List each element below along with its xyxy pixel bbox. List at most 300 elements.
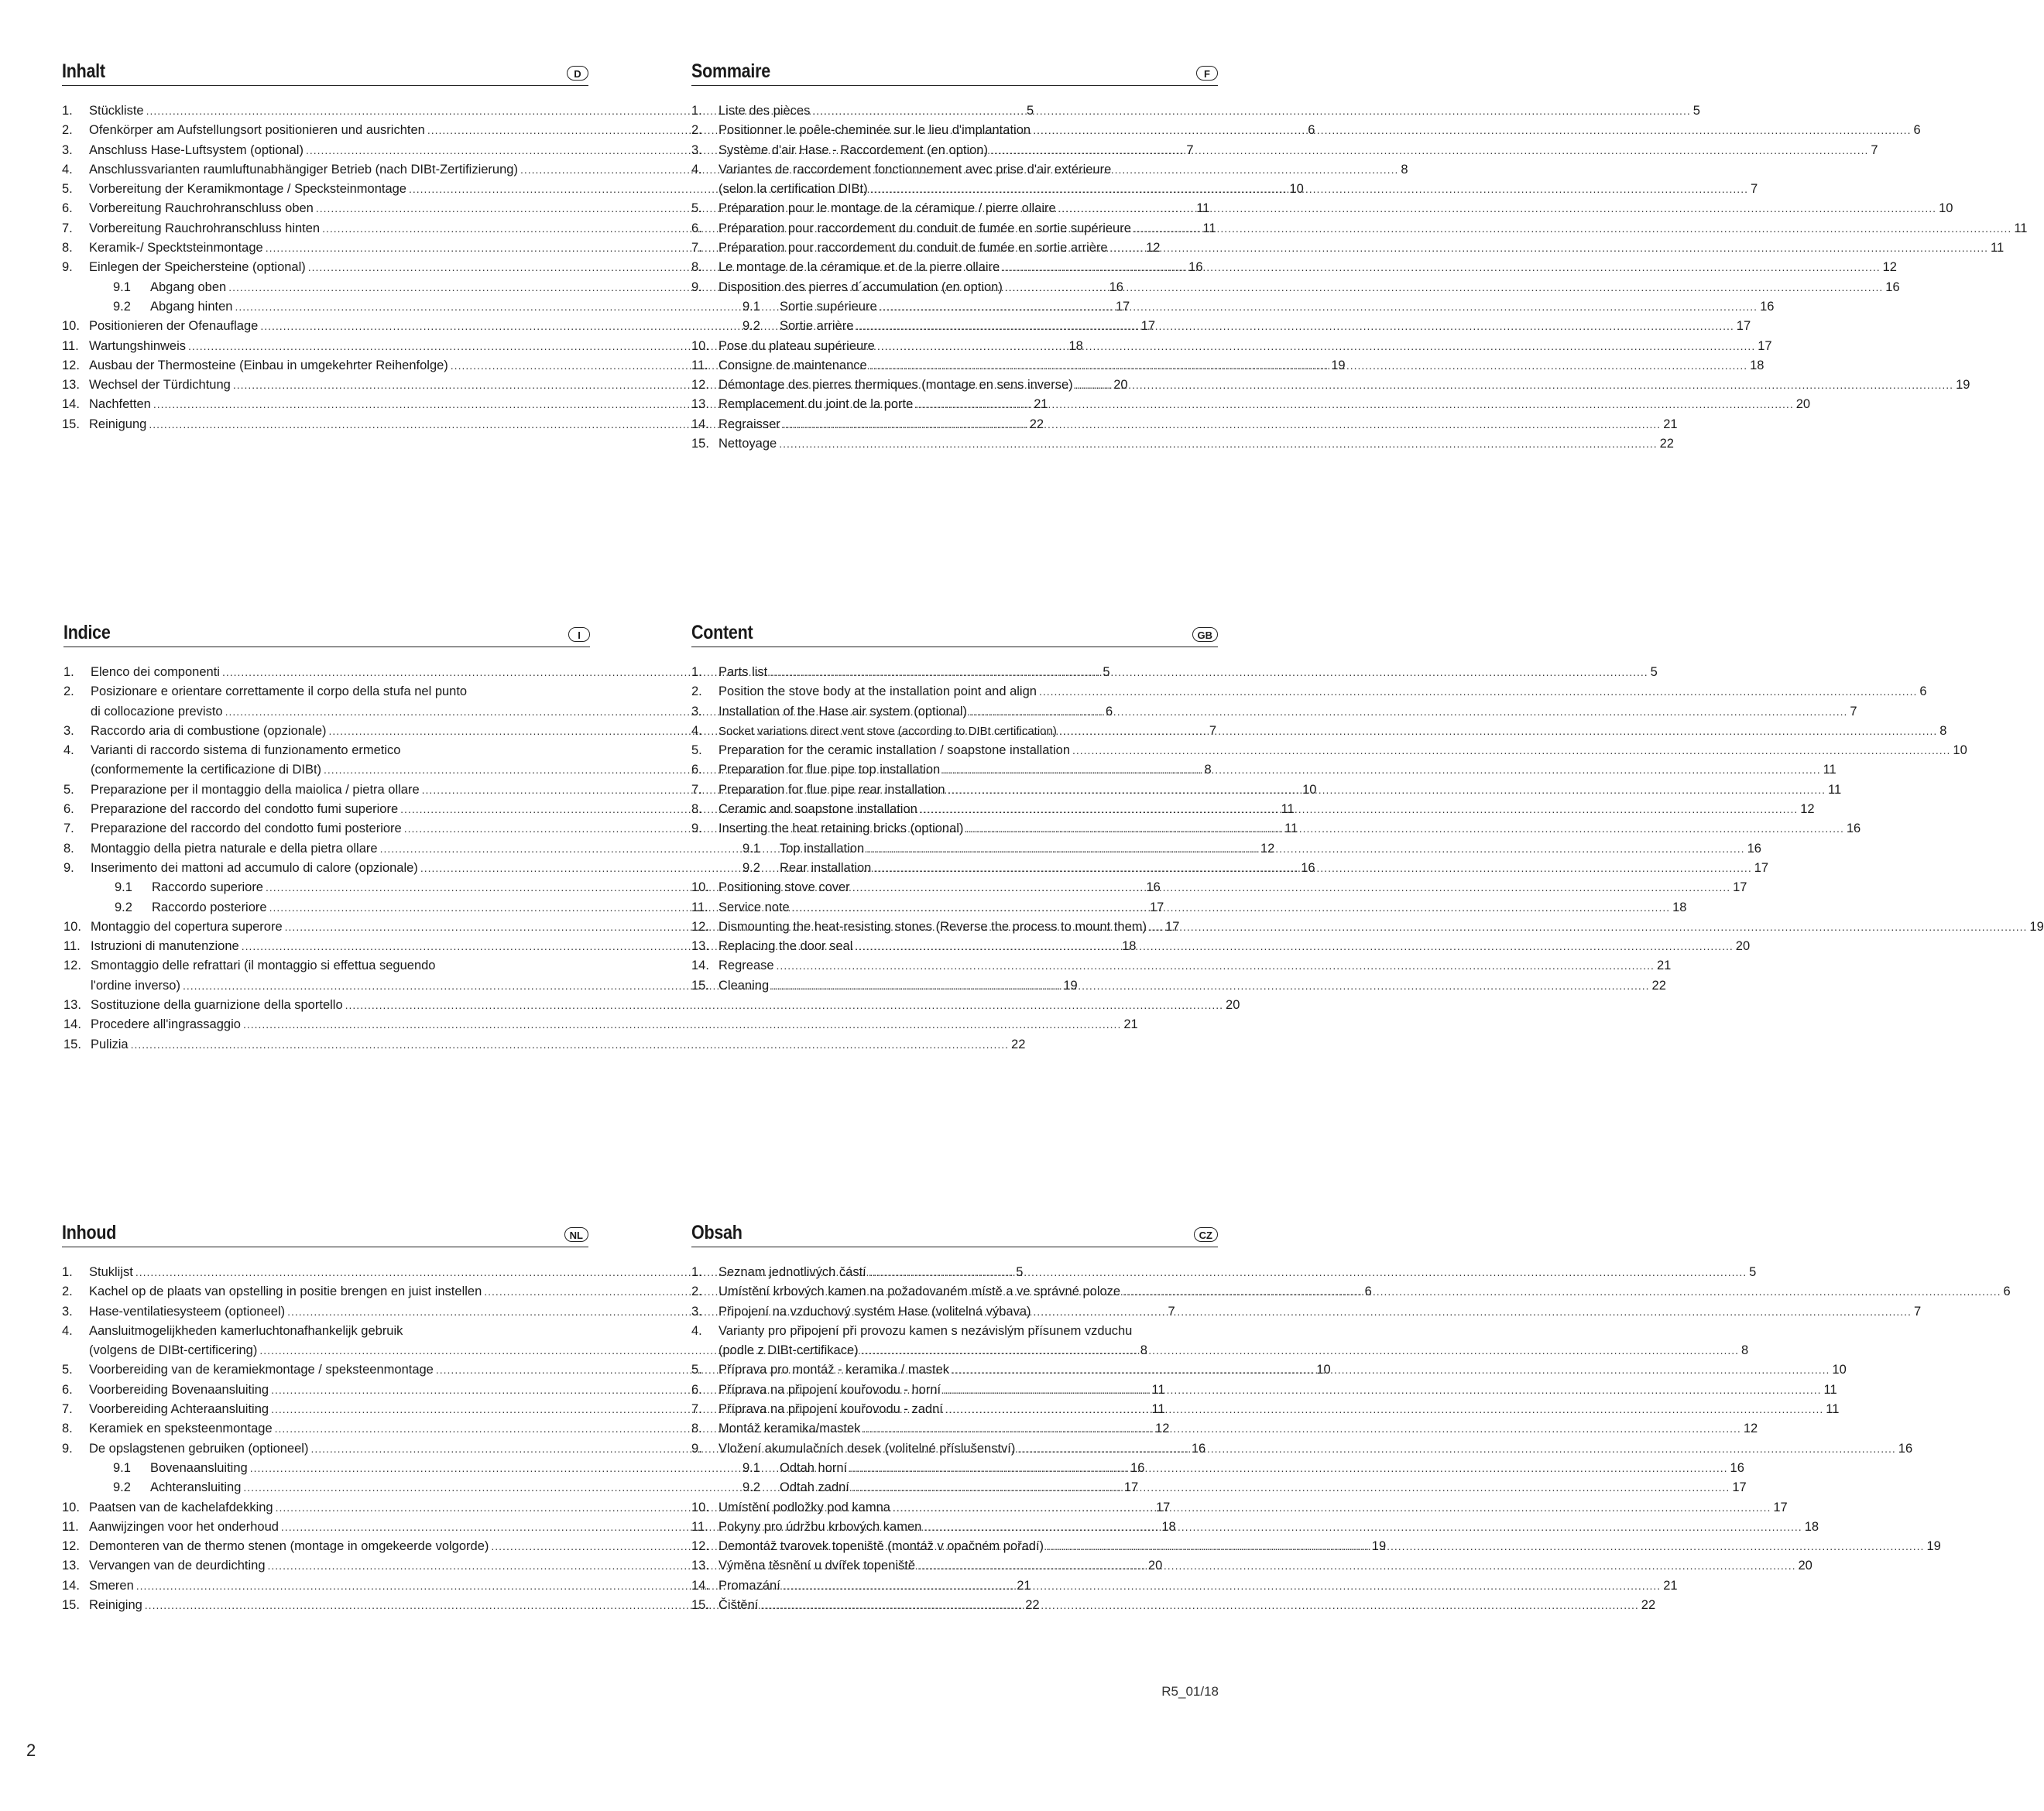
toc-entry[interactable] <box>691 741 1967 760</box>
entry-number: 15. <box>62 1598 80 1613</box>
entry-number: 14. <box>691 1578 709 1593</box>
entry-number: 3. <box>62 1304 73 1319</box>
entry-title: Abgang hinten <box>150 299 233 314</box>
toc-french <box>691 54 2028 454</box>
entry-title: Vložení akumulačních desek (volitelné příslušenství) <box>718 1441 1016 1456</box>
entry-page: 20 <box>1147 1559 1163 1573</box>
toc-entry[interactable] <box>63 1015 1138 1034</box>
entry-number: 9.2 <box>115 900 132 914</box>
entry-title: Le montage de la céramique et de la pierre ollaire <box>718 260 1000 275</box>
dot-leader <box>131 1035 1009 1055</box>
entry-title: Smontaggio delle refrattari (il montaggio si effettua seguendo <box>91 959 436 973</box>
entry-number: 10. <box>691 338 709 353</box>
toc-entry[interactable] <box>691 1419 1758 1439</box>
entry-page: 10 <box>1953 743 1967 758</box>
entry-number: 10. <box>691 1500 709 1514</box>
entry-number: 4. <box>691 1323 702 1338</box>
dot-leader <box>869 1263 1747 1282</box>
entry-title: Nachfetten <box>89 397 151 412</box>
entry-page: 11 <box>1991 241 2005 256</box>
entry-number: 9. <box>691 280 702 294</box>
entry-title: Pose du plateau supérieure <box>718 338 875 353</box>
entry-page: 21 <box>1663 417 1678 431</box>
entry-page: 22 <box>1641 1598 1656 1613</box>
entry-number: 11. <box>691 1519 708 1534</box>
toc-entry[interactable] <box>691 702 1857 722</box>
entry-title: Aansluitmogelijkheden kamerluchtonafhankelijk gebruik <box>89 1323 403 1338</box>
entry-title: Anschluss Hase-Luftsystem (optional) <box>89 142 304 157</box>
dot-leader <box>877 337 1755 356</box>
entry-page: 11 <box>1281 802 1295 817</box>
entry-number: 9.1 <box>113 1460 131 1475</box>
entry-title: Position the stove body at the installation point and align <box>718 684 1037 699</box>
entry-number: 11. <box>691 358 708 372</box>
toc-entry[interactable] <box>691 878 1747 897</box>
dot-leader <box>777 956 1655 976</box>
entry-page: 11 <box>1196 201 1210 216</box>
entry-number: 9. <box>691 1441 702 1456</box>
entry-number: 3. <box>691 704 702 719</box>
entry-title: Abgang oben <box>150 280 227 294</box>
toc-entry[interactable] <box>691 415 1678 434</box>
toc-entry[interactable] <box>691 760 1837 780</box>
dot-leader <box>1110 238 1988 258</box>
toc-entry[interactable] <box>691 1596 1656 1615</box>
entry-page: 18 <box>1068 338 1083 353</box>
entry-page: 17 <box>1156 1500 1171 1514</box>
entry-title: Regraisser <box>718 417 780 431</box>
entry-number: 13. <box>62 1559 80 1573</box>
entry-number: 5. <box>691 1363 702 1377</box>
dot-leader <box>771 976 1649 996</box>
section-title: Sommaire <box>691 60 770 82</box>
entry-title: Raccordo superiore <box>152 880 263 895</box>
entry-page: 17 <box>1773 1500 1788 1514</box>
entry-page: 10 <box>1289 182 1304 197</box>
dot-leader <box>948 780 1826 800</box>
entry-number: 4. <box>691 723 702 738</box>
entry-page: 18 <box>1750 358 1764 372</box>
toc-entry[interactable] <box>691 898 1687 918</box>
entry-number: 5. <box>63 782 74 797</box>
entry-title: Wartungshinweis <box>89 338 187 353</box>
entry-title: Positioning stove cover <box>718 880 850 895</box>
entry-page: 18 <box>1672 900 1687 914</box>
entry-number: 12. <box>691 1539 709 1554</box>
entry-title: Posizionare e orientare correttamente il corpo della stufa nel punto <box>91 684 468 699</box>
entry-page: 6 <box>1919 684 1927 699</box>
entry-page: 7 <box>1871 142 1878 157</box>
entry-title: di collocazione previsto <box>91 704 223 719</box>
toc-entry[interactable] <box>691 918 2044 937</box>
toc-entry[interactable] <box>691 1439 1913 1459</box>
entry-page: 7 <box>1209 723 1217 738</box>
toc-subentry[interactable] <box>691 297 1775 317</box>
entry-title: Demonteren van de thermo stenen (montage in omgekeerde volgorde) <box>89 1539 489 1554</box>
entry-page: 17 <box>1140 319 1156 334</box>
entry-page: 17 <box>1115 299 1130 314</box>
entry-number: 8. <box>691 260 702 275</box>
entry-number: 5. <box>691 201 702 216</box>
entry-page: 19 <box>1063 978 1078 993</box>
entry-number: 3. <box>62 142 73 157</box>
entry-title: Aanwijzingen voor het onderhoud <box>89 1519 279 1534</box>
entry-page: 21 <box>1017 1578 1031 1593</box>
entry-number: 13. <box>62 378 80 393</box>
entry-title: Preparation for flue pipe rear installation <box>718 782 945 797</box>
entry-title: Hase-ventilatiesysteem (optioneel) <box>89 1304 286 1319</box>
section-title: Indice <box>63 622 111 643</box>
language-badge: CZ <box>1194 1227 1218 1242</box>
entry-title: Replacing the door seal <box>718 939 853 954</box>
entry-title: l'ordine inverso) <box>91 978 180 993</box>
entry-number: 14. <box>63 1017 81 1032</box>
entry-number: 14. <box>691 959 709 973</box>
entry-page: 16 <box>1747 841 1761 856</box>
entry-number: 3. <box>63 723 74 738</box>
entry-page: 17 <box>1732 1480 1747 1495</box>
entry-page: 11 <box>1823 763 1837 777</box>
section-title: Inhoud <box>62 1222 117 1243</box>
toc-entry[interactable] <box>691 1400 1840 1419</box>
entry-number: 11. <box>63 939 81 954</box>
entry-page: 19 <box>1371 1539 1387 1554</box>
toc-entry[interactable] <box>63 996 1240 1015</box>
entry-page: 20 <box>1113 378 1128 393</box>
section-title: Inhalt <box>62 60 105 82</box>
dot-leader <box>880 297 1758 317</box>
entry-number: 13. <box>63 998 81 1013</box>
entry-page: 16 <box>1146 880 1161 895</box>
entry-title: Vorbereitung der Keramikmontage / Specksteinmontage <box>89 182 406 197</box>
entry-number: 12. <box>62 1539 80 1554</box>
entry-number: 7. <box>691 241 702 256</box>
toc-entry[interactable] <box>691 976 1666 996</box>
entry-number: 13. <box>691 397 709 412</box>
toc-entry[interactable] <box>691 1322 1218 1341</box>
entry-page: 8 <box>1204 763 1212 777</box>
entry-page: 20 <box>1798 1559 1813 1573</box>
toc-entry[interactable] <box>63 682 590 701</box>
entry-title: Sortie arrière <box>780 319 854 334</box>
toc-subentry[interactable] <box>691 317 1751 336</box>
entry-title: Bovenaansluiting <box>150 1460 248 1475</box>
dot-leader <box>1046 1537 1924 1556</box>
entry-page: 16 <box>1846 821 1861 836</box>
toc-entry[interactable] <box>691 141 1878 160</box>
toc-entry[interactable] <box>691 937 1751 956</box>
toc-entry[interactable] <box>691 278 1900 297</box>
toc-entry[interactable] <box>691 376 1970 395</box>
entry-number: 1. <box>691 104 702 118</box>
dot-leader <box>873 859 1751 878</box>
dot-leader <box>990 141 1868 160</box>
section-header <box>691 1216 1218 1247</box>
dot-leader <box>849 1459 1727 1478</box>
toc-entry[interactable] <box>691 1576 1678 1596</box>
entry-title: (podle z DIBt-certifikace) <box>718 1343 859 1358</box>
entry-title: Achteransluiting <box>150 1480 242 1495</box>
entry-page: 22 <box>1025 1598 1040 1613</box>
entry-page: 6 <box>2003 1285 2011 1299</box>
entry-title: Procedere all'ingrassaggio <box>91 1017 241 1032</box>
dot-leader <box>1133 219 2011 238</box>
toc-entry[interactable] <box>691 219 2028 238</box>
dot-leader <box>943 1381 1821 1400</box>
toc-entry[interactable] <box>691 121 1921 140</box>
entry-title: Raccordo aria di combustione (opzionale) <box>91 723 327 738</box>
toc-entry[interactable] <box>691 722 1947 741</box>
toc-entry[interactable] <box>691 199 1953 218</box>
toc-entry[interactable] <box>691 258 1897 277</box>
entry-number: 8. <box>62 241 73 256</box>
dot-leader <box>863 1419 1740 1439</box>
entry-number: 9.1 <box>113 280 131 294</box>
entry-number: 5. <box>62 182 73 197</box>
entry-number: 7. <box>691 1402 702 1417</box>
entry-title: Reinigung <box>89 417 147 431</box>
toc-english <box>691 616 2044 996</box>
dot-leader <box>893 1498 1771 1518</box>
toc-entry[interactable] <box>63 1035 1026 1055</box>
dot-leader <box>243 1015 1121 1034</box>
entry-page: 21 <box>1034 397 1048 412</box>
entry-page: 5 <box>1650 665 1658 679</box>
entry-number: 4. <box>691 162 702 177</box>
toc-entry[interactable] <box>691 663 1658 682</box>
entry-number: 6. <box>691 221 702 235</box>
toc-list <box>691 663 2044 996</box>
dot-leader <box>920 800 1798 819</box>
toc-subentry[interactable] <box>691 1478 1747 1497</box>
dot-leader <box>812 101 1690 121</box>
entry-page: 11 <box>1823 1382 1837 1397</box>
toc-entry[interactable] <box>691 101 1700 121</box>
entry-number: 3. <box>691 142 702 157</box>
entry-title: Odtah horní <box>780 1460 848 1475</box>
entry-number: 11. <box>62 338 79 353</box>
entry-title: Préparation pour le montage de la céramique / pierre ollaire <box>718 201 1056 216</box>
toc-entry[interactable] <box>691 1537 1941 1556</box>
toc-entry[interactable] <box>62 1322 588 1341</box>
toc-list <box>691 1263 2011 1615</box>
entry-page: 7 <box>1850 704 1857 719</box>
entry-title: De opslagstenen gebruiken (optioneel) <box>89 1441 309 1456</box>
toc-entry[interactable] <box>691 1282 2011 1302</box>
entry-title: Preparazione del raccordo del condotto fumi posteriore <box>91 821 402 836</box>
entry-page: 5 <box>1027 104 1034 118</box>
entry-page: 16 <box>1130 1460 1145 1475</box>
entry-number: 14. <box>62 397 80 412</box>
entry-title: Disposition des pierres d´accumulation (en option) <box>718 280 1003 294</box>
language-badge: I <box>568 627 590 642</box>
page-number: 2 <box>26 1741 36 1760</box>
toc-entry[interactable] <box>63 741 590 760</box>
toc-entry[interactable] <box>691 160 1218 180</box>
entry-page: 16 <box>1760 299 1775 314</box>
entry-page: 20 <box>1795 397 1811 412</box>
entry-page: 6 <box>1106 704 1113 719</box>
toc-entry[interactable] <box>691 337 1772 356</box>
entry-number: 6. <box>62 201 73 216</box>
entry-page: 8 <box>1741 1343 1749 1358</box>
entry-page: 12 <box>1882 260 1897 275</box>
entry-number: 9.1 <box>742 841 760 856</box>
entry-title: Připojení na vzduchový systém Hase (volitelná výbava) <box>718 1304 1031 1319</box>
entry-page: 22 <box>1659 437 1674 451</box>
toc-czech <box>691 1216 2011 1615</box>
entry-number: 10. <box>63 919 81 934</box>
section-header <box>691 616 1218 647</box>
entry-page: 21 <box>1663 1578 1678 1593</box>
entry-page: 17 <box>1758 338 1772 353</box>
dot-leader <box>852 1478 1730 1497</box>
entry-title: Promazání <box>718 1578 780 1593</box>
toc-entry[interactable] <box>691 682 1927 701</box>
language-badge: GB <box>1192 627 1219 642</box>
entry-title: Seznam jednotlivých částí <box>718 1265 866 1279</box>
entry-page: 19 <box>1331 358 1346 372</box>
entry-page: 16 <box>1191 1441 1206 1456</box>
entry-number: 10. <box>62 319 80 334</box>
entry-title: Příprava na připojení kouřovodu - horní <box>718 1382 941 1397</box>
entry-title: Parts list <box>718 665 768 679</box>
dot-leader <box>1075 376 1953 395</box>
dot-leader <box>1149 918 2027 937</box>
entry-title: Kachel op de plaats van opstelling in positie brengen en juist instellen <box>89 1285 482 1299</box>
entry-number: 4. <box>63 743 74 758</box>
entry-page: 17 <box>1149 900 1164 914</box>
entry-title: Preparazione del raccordo del condotto fumi superiore <box>91 802 399 817</box>
toc-entry[interactable] <box>691 1556 1813 1576</box>
toc-subentry[interactable] <box>691 1459 1744 1478</box>
entry-title: Voorbereiding Bovenaansluiting <box>89 1382 269 1397</box>
entry-number: 8. <box>62 1422 73 1436</box>
toc-entry[interactable] <box>691 1360 1847 1380</box>
entry-page: 17 <box>1736 319 1751 334</box>
entry-title: Příprava na připojení kouřovodu - zadní <box>718 1402 943 1417</box>
entry-page: 8 <box>1140 1343 1147 1358</box>
entry-number: 15. <box>63 1037 81 1051</box>
toc-entry[interactable] <box>691 395 1811 414</box>
dot-leader <box>856 317 1734 336</box>
dot-leader <box>345 996 1223 1015</box>
toc-entry[interactable] <box>691 1341 1749 1360</box>
entry-title: Umístění krbových kamen na požadovaném místě a ve správné poloze <box>718 1285 1121 1299</box>
entry-number: 8. <box>691 802 702 817</box>
dot-leader <box>861 1341 1739 1360</box>
entry-title: Montaggio del copertura superore <box>91 919 283 934</box>
dot-leader <box>792 898 1670 918</box>
section-header <box>62 1216 588 1247</box>
entry-page: 12 <box>1146 241 1161 256</box>
entry-title: Variantes de raccordement fonctionnement avec prise d'air extérieure <box>718 162 1112 177</box>
entry-title: Voorbereiding van de keramiekmontage / speksteenmontage <box>89 1363 434 1377</box>
entry-page: 16 <box>1898 1441 1913 1456</box>
dot-leader <box>1002 258 1880 277</box>
entry-title: Výměna těsnění u dvířek topeniště <box>718 1559 916 1573</box>
entry-number: 9.1 <box>115 880 132 895</box>
toc-entry[interactable] <box>691 238 2005 258</box>
entry-number: 15. <box>691 978 709 993</box>
entry-number: 9. <box>691 821 702 836</box>
entry-title: Pokyny pro údržbu krbových kamen <box>718 1519 922 1534</box>
toc-entry[interactable] <box>63 956 590 976</box>
entry-title: Ofenkörper am Aufstellungsort positionieren und ausrichten <box>89 123 425 138</box>
entry-title: Montáž keramika/mastek <box>718 1422 861 1436</box>
entry-title: Vervangen van de deurdichting <box>89 1559 266 1573</box>
entry-number: 9.2 <box>113 299 131 314</box>
dot-leader <box>1033 121 1911 140</box>
entry-title: Vorbereitung Rauchrohranschluss hinten <box>89 221 321 235</box>
entry-title: Installation of the Hase air system (optional) <box>718 704 967 719</box>
entry-title: Odtah zadní <box>780 1480 849 1495</box>
entry-number: 15. <box>691 437 709 451</box>
entry-title: Positionieren der Ofenauflage <box>89 319 259 334</box>
toc-entry[interactable] <box>691 1518 1819 1537</box>
toc-entry[interactable] <box>691 1381 1837 1400</box>
entry-number: 9.2 <box>742 860 760 875</box>
toc-entry[interactable] <box>691 956 1672 976</box>
entry-number: 11. <box>62 1519 79 1534</box>
dot-leader <box>1039 682 1917 701</box>
entry-number: 1. <box>691 665 702 679</box>
toc-list <box>691 101 2028 454</box>
entry-page: 12 <box>1260 841 1275 856</box>
entry-page: 11 <box>1826 1402 1840 1417</box>
entry-title: Sortie supérieure <box>780 299 877 314</box>
dot-leader <box>1005 278 1883 297</box>
entry-page: 17 <box>1123 1480 1139 1495</box>
entry-title: Čištění <box>718 1598 759 1613</box>
toc-entry[interactable] <box>691 1263 1757 1282</box>
entry-page: 5 <box>1692 104 1700 118</box>
section-title: Obsah <box>691 1222 742 1243</box>
dot-leader <box>924 1518 1802 1537</box>
toc-entry[interactable] <box>691 1302 1922 1322</box>
entry-title: Socket variations direct vent stove (according to DIBt certification) <box>718 724 1057 738</box>
entry-page: 16 <box>1301 860 1315 875</box>
entry-number: 6. <box>691 1382 702 1397</box>
toc-entry[interactable] <box>691 1498 1788 1518</box>
entry-title: Consigne de maintenance <box>718 358 867 372</box>
entry-title: Raccordo posteriore <box>152 900 267 914</box>
entry-title: Vorbereitung Rauchrohranschluss oben <box>89 201 314 216</box>
dot-leader <box>969 702 1847 722</box>
entry-title: Demontáž tvarovek topeniště (montáž v opačném pořadí) <box>718 1539 1044 1554</box>
entry-page: 11 <box>1284 821 1298 836</box>
entry-number: 1. <box>62 104 73 118</box>
entry-title: Sostituzione della guarnizione della sportello <box>91 998 343 1013</box>
entry-number: 6. <box>63 802 74 817</box>
entry-page: 11 <box>2014 221 2028 235</box>
entry-title: (selon la certification DIBt) <box>718 182 868 197</box>
toc-entry[interactable] <box>691 434 1674 454</box>
entry-number: 2. <box>691 1285 702 1299</box>
entry-title: Einlegen der Speichersteine (optional) <box>89 260 306 275</box>
revision-code: R5_01/18 <box>1161 1684 1219 1699</box>
entry-title: Dismounting the heat-resisting stones (Reverse the process to mount them) <box>718 919 1147 934</box>
entry-number: 15. <box>691 1598 709 1613</box>
entry-number: 1. <box>63 665 74 679</box>
entry-title: Pulizia <box>91 1037 129 1051</box>
entry-number: 9. <box>62 1441 73 1456</box>
entry-title: Smeren <box>89 1578 134 1593</box>
entry-page: 7 <box>1186 142 1194 157</box>
entry-title: Elenco dei componenti <box>91 665 220 679</box>
entry-page: 18 <box>1122 939 1137 954</box>
entry-number: 2. <box>691 684 702 699</box>
